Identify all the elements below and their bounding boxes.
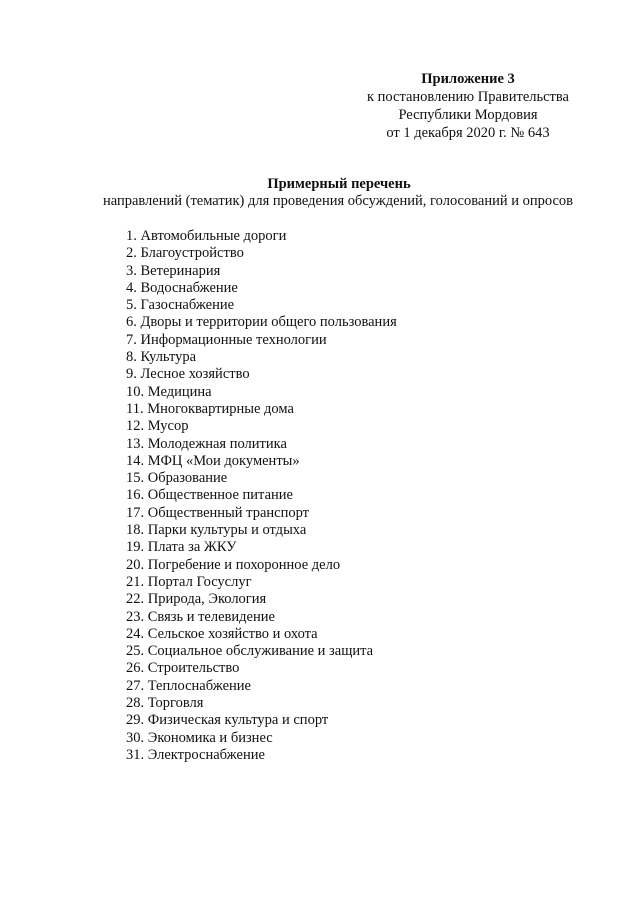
list-item: 29. Физическая культура и спорт <box>126 712 329 729</box>
list-item: 13. Молодежная политика <box>126 435 287 452</box>
list-item: 21. Портал Госуслуг <box>126 573 252 590</box>
appendix-block <box>353 70 583 142</box>
list-item: 1. Автомобильные дороги <box>126 228 287 244</box>
list-item: 26. Строительство <box>126 660 240 677</box>
appendix-line-decree: к постановлению Правительства <box>367 89 569 105</box>
list-item: 9. Лесное хозяйство <box>126 366 250 383</box>
list-item: 20. Погребение и похоронное дело <box>126 556 341 573</box>
list-item: 16. Общественное питание <box>126 487 293 504</box>
list-item: 24. Сельское хозяйство и охота <box>126 625 318 642</box>
list-item: 12. Мусор <box>126 418 189 435</box>
list-item: 25. Социальное обслуживание и защита <box>126 643 374 660</box>
list-item: 4. Водоснабжение <box>126 279 238 296</box>
heading-title: Примерный перечень <box>267 176 411 192</box>
heading-subtitle: направлений (тематик) для проведения обсуждений, голосований и опросов <box>102 193 574 209</box>
list-item: 8. Культура <box>126 349 197 366</box>
list-item: 11. Многоквартирные дома <box>126 400 294 417</box>
list-item: 7. Информационные технологии <box>126 331 327 348</box>
list-item: 6. Дворы и территории общего пользования <box>126 314 397 331</box>
list-item: 3. Ветеринария <box>126 262 221 279</box>
list-item: 17. Общественный транспорт <box>126 504 309 521</box>
document-heading <box>0 176 640 210</box>
list-item: 19. Плата за ЖКУ <box>126 539 237 556</box>
appendix-line-date: от 1 декабря 2020 г. № 643 <box>386 125 550 141</box>
list-item: 23. Связь и телевидение <box>126 608 275 625</box>
list-item: 15. Образование <box>126 470 228 487</box>
topic-list <box>126 228 397 764</box>
list-item: 18. Парки культуры и отдыха <box>126 522 307 539</box>
list-item: 28. Торговля <box>126 695 204 712</box>
list-item: 5. Газоснабжение <box>126 297 235 314</box>
list-item: 27. Теплоснабжение <box>126 677 251 694</box>
list-item: 30. Экономика и бизнес <box>126 729 273 746</box>
list-item: 22. Природа, Экология <box>126 591 267 608</box>
list-item: 31. Электроснабжение <box>126 746 265 763</box>
appendix-title: Приложение 3 <box>421 71 515 87</box>
list-item: 10. Медицина <box>126 383 212 400</box>
list-item: 2. Благоустройство <box>126 245 244 262</box>
list-item: 14. МФЦ «Мои документы» <box>126 452 300 469</box>
appendix-line-republic: Республики Мордовия <box>398 107 538 123</box>
